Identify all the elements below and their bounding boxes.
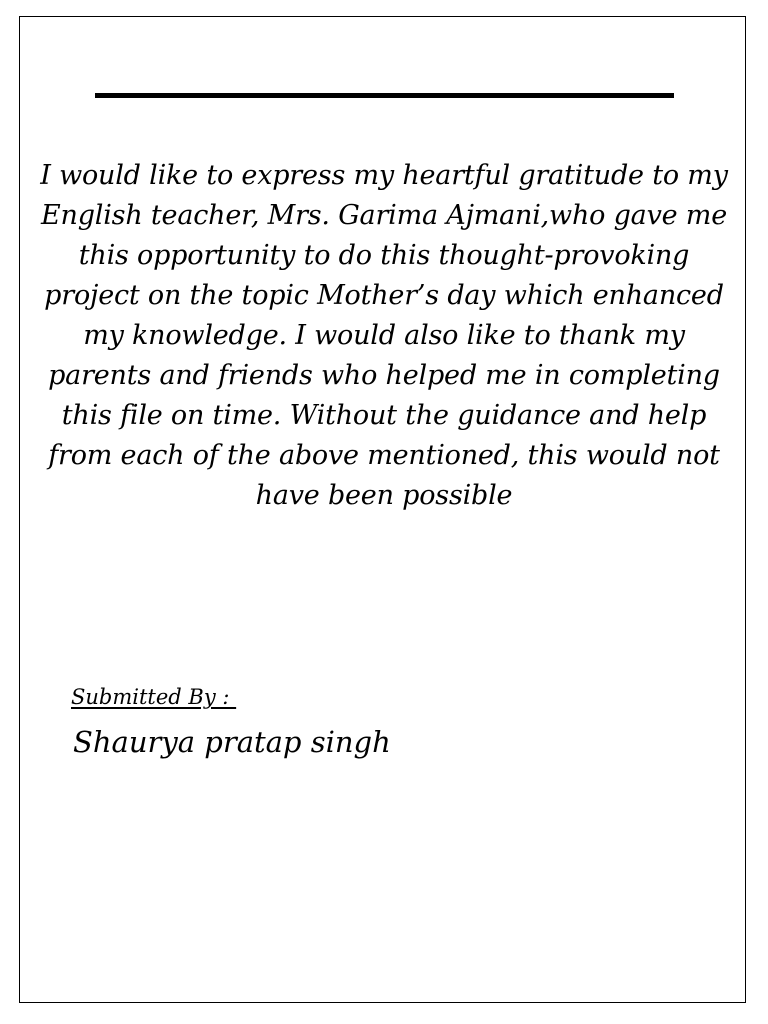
- title-rule-divider: [95, 93, 674, 98]
- author-name: Shaurya pratap singh: [73, 725, 391, 759]
- submitted-by-label: Submitted By :: [71, 685, 237, 709]
- acknowledgement-paragraph: I would like to express my heartful gratitude to my English teacher, Mrs. Garima Ajmani,who gave me this opportunity to do this thought-provoking project on the topic Mother’s day which enhanced my knowledge. I would also like to thank my parents and friends who helped me in completing this file on time. Without the guidance and help from each of the above mentioned, this would not have been possible: [40, 160, 728, 511]
